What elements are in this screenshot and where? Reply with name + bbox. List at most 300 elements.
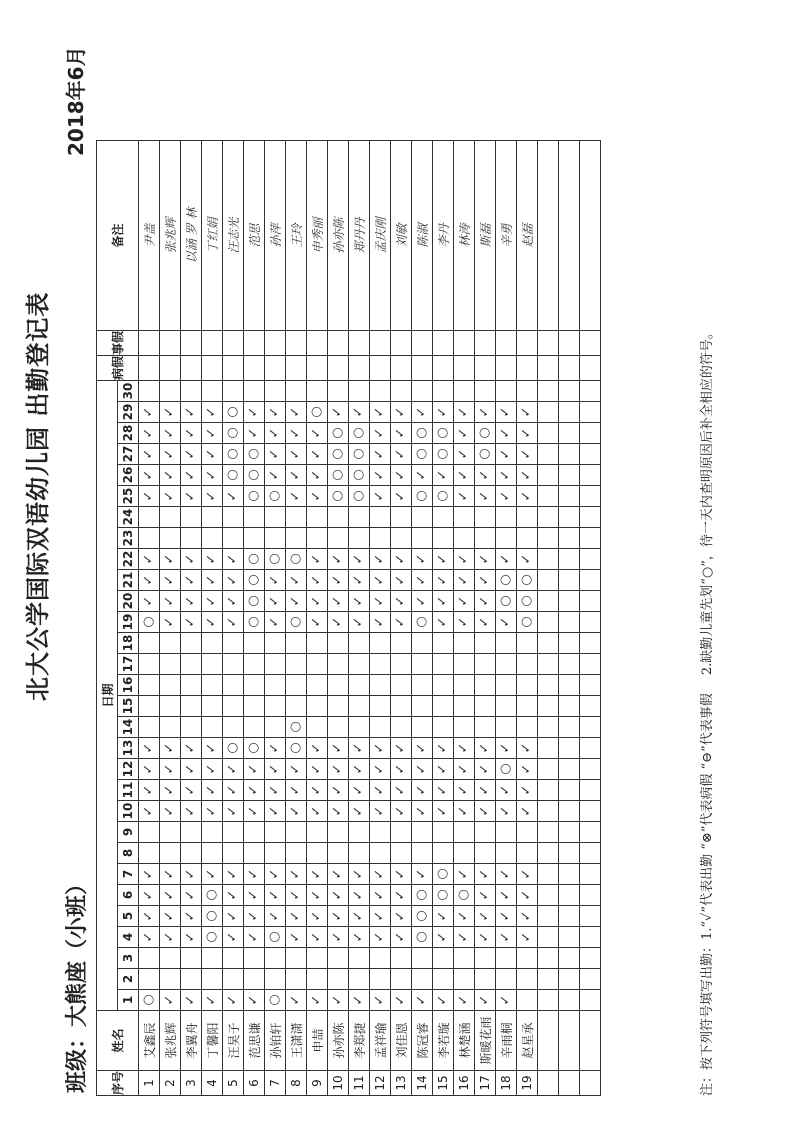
day-cell	[202, 569, 223, 590]
day-cell	[496, 485, 517, 506]
present-mark: ✓	[456, 910, 471, 922]
day-cell	[559, 863, 580, 884]
present-mark: ✓	[498, 931, 513, 943]
row-name: 林楚涵	[454, 1010, 475, 1070]
day-cell	[286, 716, 307, 737]
day-cell	[307, 884, 328, 905]
day-cell	[580, 800, 601, 821]
day-cell	[580, 884, 601, 905]
present-mark: ✓	[330, 994, 345, 1006]
present-mark: ✓	[288, 910, 303, 922]
day-cell	[433, 926, 454, 947]
row-name: 张兆辉	[160, 1010, 181, 1070]
day-cell	[580, 842, 601, 863]
sick-leave-cell	[328, 355, 349, 380]
day-cell	[433, 695, 454, 716]
day-cell	[559, 905, 580, 926]
present-mark: ✓	[225, 616, 240, 628]
day-cell	[496, 800, 517, 821]
day-cell	[559, 422, 580, 443]
personal-leave-cell	[538, 330, 559, 355]
present-mark: ✓	[309, 910, 324, 922]
day-cell	[181, 758, 202, 779]
day-cell	[139, 926, 160, 947]
present-mark: ✓	[456, 469, 471, 481]
personal-leave-cell	[559, 330, 580, 355]
day-cell	[496, 506, 517, 527]
day-cell	[454, 926, 475, 947]
present-mark: ✓	[351, 574, 366, 586]
day-cell	[433, 674, 454, 695]
day-header: 12	[118, 758, 139, 779]
day-cell	[412, 632, 433, 653]
day-cell	[349, 968, 370, 989]
sick-leave-cell	[160, 355, 181, 380]
day-cell	[265, 821, 286, 842]
name-header: 姓名	[97, 1010, 139, 1070]
day-cell	[496, 527, 517, 548]
day-cell	[349, 653, 370, 674]
present-mark: ✓	[246, 931, 261, 943]
day-cell	[433, 989, 454, 1010]
day-cell	[370, 989, 391, 1010]
day-cell	[391, 548, 412, 569]
day-cell	[370, 800, 391, 821]
day-cell	[559, 779, 580, 800]
present-mark: ✓	[393, 406, 408, 418]
day-cell	[223, 632, 244, 653]
day-cell	[496, 737, 517, 758]
row-seq: 16	[454, 1070, 475, 1095]
present-mark: ✓	[393, 595, 408, 607]
absent-circle-mark: ○	[288, 721, 303, 733]
day-header: 8	[118, 842, 139, 863]
present-mark: ✓	[372, 742, 387, 754]
present-mark: ✓	[435, 595, 450, 607]
day-cell	[181, 905, 202, 926]
day-cell	[223, 737, 244, 758]
day-cell	[349, 590, 370, 611]
day-cell	[307, 569, 328, 590]
present-mark: ✓	[456, 868, 471, 880]
day-cell	[412, 779, 433, 800]
day-cell	[307, 485, 328, 506]
day-cell	[286, 611, 307, 632]
day-cell	[412, 968, 433, 989]
present-mark: ✓	[393, 931, 408, 943]
day-cell	[328, 842, 349, 863]
row-name: 李翼舟	[181, 1010, 202, 1070]
row-name: 范思谦	[244, 1010, 265, 1070]
day-cell	[223, 779, 244, 800]
day-cell	[328, 422, 349, 443]
day-cell	[202, 485, 223, 506]
day-header: 30	[118, 380, 139, 401]
day-cell	[202, 884, 223, 905]
day-cell	[160, 968, 181, 989]
remark-signature: 斯磊	[475, 140, 496, 330]
day-cell	[349, 464, 370, 485]
day-cell	[412, 527, 433, 548]
day-cell	[202, 527, 223, 548]
row-name: 孙铂轩	[265, 1010, 286, 1070]
present-mark: ✓	[225, 490, 240, 502]
present-mark: ✓	[435, 742, 450, 754]
day-cell	[412, 464, 433, 485]
day-cell	[265, 737, 286, 758]
present-mark: ✓	[372, 889, 387, 901]
day-cell	[433, 548, 454, 569]
day-cell	[202, 590, 223, 611]
present-mark: ✓	[162, 553, 177, 565]
row-seq: 7	[265, 1070, 286, 1095]
day-cell	[139, 737, 160, 758]
present-mark: ✓	[225, 805, 240, 817]
day-cell	[517, 884, 538, 905]
day-header: 28	[118, 422, 139, 443]
day-cell	[181, 968, 202, 989]
day-cell	[139, 863, 160, 884]
day-cell	[580, 821, 601, 842]
present-mark: ✓	[141, 805, 156, 817]
day-cell	[160, 506, 181, 527]
day-cell	[580, 422, 601, 443]
day-cell	[412, 926, 433, 947]
present-mark: ✓	[414, 553, 429, 565]
present-mark: ✓	[309, 490, 324, 502]
present-mark: ✓	[498, 490, 513, 502]
present-mark: ✓	[162, 490, 177, 502]
day-cell	[391, 863, 412, 884]
day-cell	[139, 464, 160, 485]
present-mark: ✓	[498, 616, 513, 628]
day-cell	[181, 611, 202, 632]
day-cell	[475, 884, 496, 905]
day-cell	[391, 926, 412, 947]
present-mark: ✓	[393, 427, 408, 439]
absent-circle-mark: ○	[435, 448, 450, 460]
present-mark: ✓	[477, 994, 492, 1006]
day-cell	[475, 611, 496, 632]
day-cell	[433, 800, 454, 821]
day-cell	[454, 401, 475, 422]
present-mark: ✓	[351, 742, 366, 754]
day-cell	[139, 758, 160, 779]
day-cell	[307, 506, 328, 527]
day-cell	[538, 632, 559, 653]
day-cell	[265, 884, 286, 905]
day-cell	[202, 863, 223, 884]
header-row-top	[97, 140, 118, 1095]
personal-leave-cell	[265, 330, 286, 355]
present-mark: ✓	[477, 553, 492, 565]
present-mark: ✓	[456, 553, 471, 565]
row-seq	[538, 1070, 559, 1095]
day-cell	[202, 758, 223, 779]
day-cell	[475, 632, 496, 653]
day-cell	[265, 611, 286, 632]
absent-circle-mark: ○	[414, 616, 429, 628]
day-header: 11	[118, 779, 139, 800]
day-cell	[265, 842, 286, 863]
present-mark: ✓	[246, 910, 261, 922]
present-mark: ✓	[498, 889, 513, 901]
day-cell	[391, 527, 412, 548]
day-cell	[307, 779, 328, 800]
personal-leave-cell	[370, 330, 391, 355]
day-cell	[454, 485, 475, 506]
present-mark: ✓	[141, 931, 156, 943]
day-cell	[181, 947, 202, 968]
day-cell	[580, 737, 601, 758]
day-cell	[370, 569, 391, 590]
present-mark: ✓	[372, 490, 387, 502]
present-mark: ✓	[393, 910, 408, 922]
day-cell	[433, 422, 454, 443]
present-mark: ✓	[246, 763, 261, 775]
present-mark: ✓	[183, 742, 198, 754]
personal-leave-cell	[328, 330, 349, 355]
remark-signature: 李丹	[433, 140, 454, 330]
day-cell	[538, 716, 559, 737]
row-name: 丁馨阳	[202, 1010, 223, 1070]
present-mark: ✓	[246, 427, 261, 439]
day-cell	[328, 779, 349, 800]
present-mark: ✓	[414, 406, 429, 418]
day-cell	[433, 821, 454, 842]
day-cell	[265, 716, 286, 737]
absent-circle-mark: ○	[477, 448, 492, 460]
present-mark: ✓	[225, 574, 240, 586]
present-mark: ✓	[456, 805, 471, 817]
day-cell	[496, 842, 517, 863]
day-cell	[286, 674, 307, 695]
day-cell	[349, 905, 370, 926]
day-cell	[538, 611, 559, 632]
day-cell	[286, 905, 307, 926]
present-mark: ✓	[309, 994, 324, 1006]
day-cell	[370, 443, 391, 464]
present-mark: ✓	[351, 994, 366, 1006]
day-cell	[139, 716, 160, 737]
present-mark: ✓	[393, 868, 408, 880]
day-cell	[265, 863, 286, 884]
present-mark: ✓	[477, 868, 492, 880]
day-cell	[538, 758, 559, 779]
day-header: 21	[118, 569, 139, 590]
sick-leave-cell	[265, 355, 286, 380]
present-mark: ✓	[204, 406, 219, 418]
day-cell	[454, 611, 475, 632]
present-mark: ✓	[372, 448, 387, 460]
day-cell	[223, 716, 244, 737]
absent-circle-mark: ○	[330, 490, 345, 502]
row-seq: 4	[202, 1070, 223, 1095]
day-cell	[454, 905, 475, 926]
day-cell	[160, 737, 181, 758]
present-mark: ✓	[330, 910, 345, 922]
present-mark: ✓	[267, 427, 282, 439]
day-cell	[559, 821, 580, 842]
remark-signature: 辛勇	[496, 140, 517, 330]
day-cell	[370, 863, 391, 884]
remark-signature: 孙亦陈	[328, 140, 349, 330]
day-cell	[328, 926, 349, 947]
present-mark: ✓	[267, 448, 282, 460]
absent-circle-mark: ○	[435, 427, 450, 439]
day-cell	[244, 905, 265, 926]
present-mark: ✓	[183, 931, 198, 943]
day-cell	[580, 863, 601, 884]
present-mark: ✓	[477, 763, 492, 775]
day-cell	[244, 674, 265, 695]
day-cell	[160, 926, 181, 947]
present-mark: ✓	[519, 490, 534, 502]
day-cell	[370, 884, 391, 905]
present-mark: ✓	[498, 406, 513, 418]
day-cell	[496, 674, 517, 695]
day-cell	[433, 506, 454, 527]
day-cell	[391, 653, 412, 674]
table-row	[517, 140, 538, 1095]
day-cell	[286, 485, 307, 506]
day-cell	[223, 590, 244, 611]
present-mark: ✓	[330, 742, 345, 754]
absent-circle-mark: ○	[351, 469, 366, 481]
day-cell	[286, 569, 307, 590]
day-cell	[412, 737, 433, 758]
present-mark: ✓	[288, 595, 303, 607]
day-cell	[454, 422, 475, 443]
day-cell	[139, 569, 160, 590]
present-mark: ✓	[519, 406, 534, 418]
present-mark: ✓	[393, 553, 408, 565]
day-cell	[517, 485, 538, 506]
present-mark: ✓	[351, 763, 366, 775]
present-mark: ✓	[477, 469, 492, 481]
day-cell	[139, 842, 160, 863]
day-cell	[223, 884, 244, 905]
present-mark: ✓	[519, 427, 534, 439]
day-cell	[328, 464, 349, 485]
present-mark: ✓	[183, 994, 198, 1006]
day-cell	[475, 779, 496, 800]
present-mark: ✓	[519, 889, 534, 901]
day-cell	[202, 611, 223, 632]
day-cell	[559, 674, 580, 695]
day-cell	[475, 842, 496, 863]
absent-circle-mark: ○	[246, 469, 261, 481]
day-cell	[454, 548, 475, 569]
day-cell	[223, 758, 244, 779]
present-mark: ✓	[393, 448, 408, 460]
present-mark: ✓	[309, 448, 324, 460]
day-cell	[139, 632, 160, 653]
day-cell	[559, 611, 580, 632]
present-mark: ✓	[225, 889, 240, 901]
day-cell	[244, 443, 265, 464]
day-header: 22	[118, 548, 139, 569]
day-cell	[286, 842, 307, 863]
absent-circle-mark: ○	[246, 490, 261, 502]
day-cell	[433, 863, 454, 884]
remark-signature	[559, 140, 580, 330]
absent-circle-mark: ○	[498, 595, 513, 607]
day-header: 16	[118, 674, 139, 695]
day-cell	[454, 863, 475, 884]
day-cell	[391, 674, 412, 695]
day-cell	[349, 443, 370, 464]
row-seq: 5	[223, 1070, 244, 1095]
personal-leave-cell	[307, 330, 328, 355]
day-cell	[223, 485, 244, 506]
absent-circle-mark: ○	[225, 448, 240, 460]
personal-leave-cell	[517, 330, 538, 355]
day-cell	[244, 548, 265, 569]
day-cell	[349, 716, 370, 737]
present-mark: ✓	[498, 553, 513, 565]
present-mark: ✓	[351, 616, 366, 628]
day-cell	[139, 422, 160, 443]
day-cell	[139, 884, 160, 905]
day-cell	[286, 422, 307, 443]
sick-leave-cell	[475, 355, 496, 380]
day-header: 18	[118, 632, 139, 653]
present-mark: ✓	[267, 784, 282, 796]
day-cell	[349, 926, 370, 947]
present-mark: ✓	[372, 805, 387, 817]
day-cell	[202, 674, 223, 695]
present-mark: ✓	[162, 889, 177, 901]
day-cell	[307, 926, 328, 947]
remark-signature: 尹盖	[139, 140, 160, 330]
day-cell	[286, 758, 307, 779]
day-cell	[517, 464, 538, 485]
sick-leave-cell	[202, 355, 223, 380]
present-mark: ✓	[477, 742, 492, 754]
sick-leave-cell	[454, 355, 475, 380]
personal-leave-cell	[202, 330, 223, 355]
day-header: 24	[118, 506, 139, 527]
month-label: 2018年6月	[64, 46, 88, 156]
present-mark: ✓	[162, 763, 177, 775]
day-cell	[349, 884, 370, 905]
table-row	[496, 140, 517, 1095]
row-seq: 17	[475, 1070, 496, 1095]
day-cell	[160, 884, 181, 905]
day-cell	[244, 485, 265, 506]
day-cell	[391, 779, 412, 800]
day-cell	[538, 527, 559, 548]
day-cell	[517, 569, 538, 590]
sick-leave-cell	[349, 355, 370, 380]
absent-circle-mark: ○	[330, 448, 345, 460]
day-cell	[433, 653, 454, 674]
day-cell	[139, 653, 160, 674]
row-seq: 8	[286, 1070, 307, 1095]
remark-signature: 范思	[244, 140, 265, 330]
present-mark: ✓	[225, 763, 240, 775]
absent-circle-mark: ○	[435, 490, 450, 502]
day-header: 27	[118, 443, 139, 464]
remark-signature: 林涛	[454, 140, 475, 330]
present-mark: ✓	[477, 490, 492, 502]
day-cell	[265, 758, 286, 779]
present-mark: ✓	[435, 553, 450, 565]
sick-leave-cell	[181, 355, 202, 380]
present-mark: ✓	[393, 469, 408, 481]
day-cell	[223, 905, 244, 926]
